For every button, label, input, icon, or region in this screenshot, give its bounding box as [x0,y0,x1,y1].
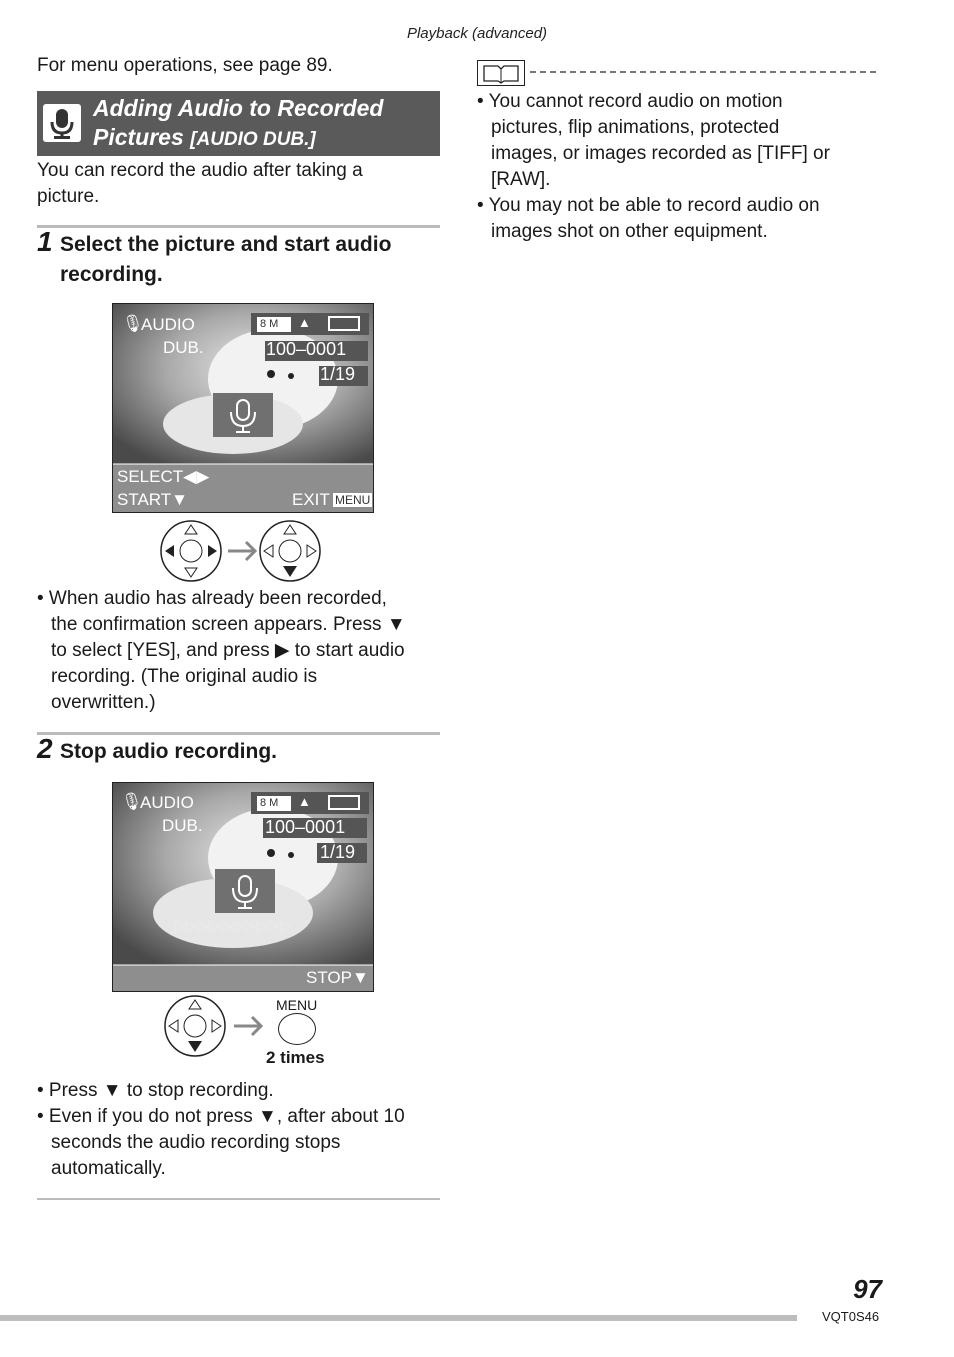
note-line: [RAW]. [491,169,551,190]
press-times: 2 times [266,1048,325,1067]
file-number: 100–0001 [265,817,346,837]
note-line: • Even if you do not press ▼, after about 10 [37,1106,405,1127]
step-title-line: Select the picture and start audio [60,233,392,256]
step-1-note [37,586,451,716]
select-text: SELECT [117,467,184,486]
exit-label: EXIT [292,490,330,509]
cursor-button-right-icon [161,521,221,581]
resolution-badge: 8 M [260,318,279,330]
note-line: pictures, flip animations, protected [491,117,780,138]
screen-label-dub: DUB. [162,816,203,835]
picture-count: 1/19 [320,842,356,862]
start-label [117,490,188,510]
resolution-badge: 8 M [260,797,279,809]
screen-label-audio: AUDIO [140,793,194,812]
cursor-button-down-icon [260,521,320,581]
recording-progress: ▷▷▷▷▷▷▷▷▷▷ [174,917,292,933]
running-header: Playback (advanced) [406,25,548,42]
step-title-line: recording. [60,263,163,286]
note-line: to select [YES], and press ▶ to start audio [51,640,405,661]
down-arrow-icon: ▼ [171,490,188,509]
note-line: • You may not be able to record audio on [477,195,820,216]
stop-text: STOP [306,968,352,987]
quality-icon: ▲ [298,794,311,809]
battery-icon [328,316,360,331]
footer-bar [0,1315,797,1321]
arrow-right-icon [228,542,255,560]
section-subtitle: [AUDIO DUB.] [190,129,316,150]
left-right-arrow-icon: ◀▶ [183,467,210,486]
note-line: • When audio has already been recorded, [37,588,387,609]
audio-label-icon: 🎙 [122,314,144,333]
page-number: 97 [853,1274,882,1304]
divider [37,732,440,735]
notes-list [477,89,881,245]
note-line: images, or images recorded as [TIFF] or [491,143,830,164]
divider [37,225,440,228]
cursor-button-diagram-1 [158,519,328,583]
section-title: Adding Audio to Recorded [93,95,384,121]
microphone-icon [43,104,81,142]
menu-button-icon [278,1013,316,1045]
step-1-title [60,230,391,290]
screen-label-dub: DUB. [163,338,204,357]
start-text: START [117,490,172,509]
arrow-right-icon [234,1017,261,1035]
step-1-number: 1 [37,226,53,257]
step-2-notes [37,1078,451,1182]
down-arrow-icon: ▼ [351,968,369,987]
intro-text: For menu operations, see page 89. [37,55,333,76]
menu-label: MENU [276,997,318,1013]
step-2-number: 2 [37,733,53,764]
desc-line: picture. [37,186,100,207]
note-line: recording. (The original audio is [51,666,318,687]
stop-label [306,968,369,988]
screen-label-audio: AUDIO [141,315,195,334]
quality-icon: ▲ [298,315,311,330]
step-2-title: Stop audio recording. [60,740,278,763]
section-banner [37,91,440,156]
cursor-button-down-icon [165,996,225,1056]
menu-badge: MENU [335,493,371,507]
note-book-icon [477,60,525,86]
section-title-line2: Pictures [93,124,184,150]
note-dashed-rule [530,71,876,73]
note-line: seconds the audio recording stops [51,1132,341,1153]
section-description [37,158,437,210]
note-line: the confirmation screen appears. Press ▼ [51,614,406,635]
desc-line: You can record the audio after taking a [37,160,363,181]
note-line: automatically. [51,1158,166,1179]
audio-label-icon: 🎙 [121,792,143,811]
note-line: overwritten.) [51,692,156,713]
battery-icon [328,795,360,810]
camera-screen-2 [112,782,374,992]
document-code: VQT0S46 [822,1309,880,1324]
picture-count: 1/19 [320,364,356,384]
note-line: • Press ▼ to stop recording. [37,1080,274,1101]
select-label [117,467,209,487]
divider [37,1198,440,1200]
note-line: • You cannot record audio on motion [477,91,783,112]
file-number: 100–0001 [266,339,347,359]
note-line: images shot on other equipment. [491,221,768,242]
